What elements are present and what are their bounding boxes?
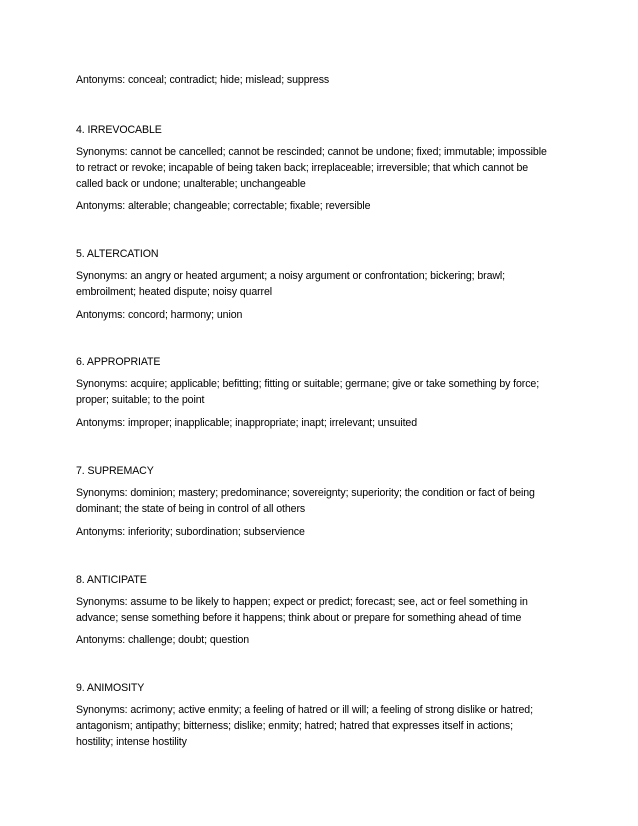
entry-heading: 9. ANIMOSITY (76, 682, 145, 694)
synonyms-line: Synonyms: acquire; applicable; befitting; fitting or suitable; germane; give or take something by force; (76, 378, 540, 390)
synonyms-line: proper; suitable; to the point (76, 394, 205, 406)
entry-heading: 4. IRREVOCABLE (76, 124, 162, 136)
synonyms-line: called back or undone; unalterable; unchangeable (76, 178, 306, 190)
synonyms-line: Synonyms: an angry or heated argument; a noisy argument or confrontation; bickering; brawl; (76, 270, 506, 282)
synonyms-line: dominant; the state of being in control of all others (76, 503, 306, 515)
entry-heading: 6. APPROPRIATE (76, 356, 161, 368)
entry-heading: 8. ANTICIPATE (76, 574, 147, 586)
antonyms-line: Antonyms: concord; harmony; union (76, 309, 243, 321)
antonyms-line: Antonyms: challenge; doubt; question (76, 634, 250, 646)
antonyms-line: Antonyms: alterable; changeable; correctable; fixable; reversible (76, 200, 371, 212)
intro-antonyms: Antonyms: conceal; contradict; hide; mislead; suppress (76, 74, 330, 86)
synonyms-line: Synonyms: dominion; mastery; predominance; sovereignty; superiority; the condition or fact of being (76, 487, 535, 499)
antonyms-line: Antonyms: improper; inapplicable; inappropriate; inapt; irrelevant; unsuited (76, 417, 418, 429)
synonyms-line: advance; sense something before it happens; think about or prepare for something ahead of time (76, 612, 522, 624)
synonyms-line: embroilment; heated dispute; noisy quarrel (76, 286, 273, 298)
synonyms-line: antagonism; antipathy; bitterness; dislike; enmity; hatred; hatred that expresses itself in actions; (76, 720, 513, 732)
synonyms-line: Synonyms: acrimony; active enmity; a feeling of hatred or ill will; a feeling of strong dislike or hatred; (76, 704, 533, 716)
synonyms-line: hostility; intense hostility (76, 736, 187, 748)
entry-heading: 7. SUPREMACY (76, 465, 154, 477)
antonyms-line: Antonyms: inferiority; subordination; subservience (76, 526, 305, 538)
entry-heading: 5. ALTERCATION (76, 248, 159, 260)
synonyms-line: to retract or revoke; incapable of being taken back; irreplaceable; irreversible; that which cannot be (76, 162, 529, 174)
synonyms-line: Synonyms: assume to be likely to happen; expect or predict; forecast; see, act or feel something in (76, 596, 528, 608)
synonyms-line: Synonyms: cannot be cancelled; cannot be rescinded; cannot be undone; fixed; immutable; impossible (76, 146, 547, 158)
